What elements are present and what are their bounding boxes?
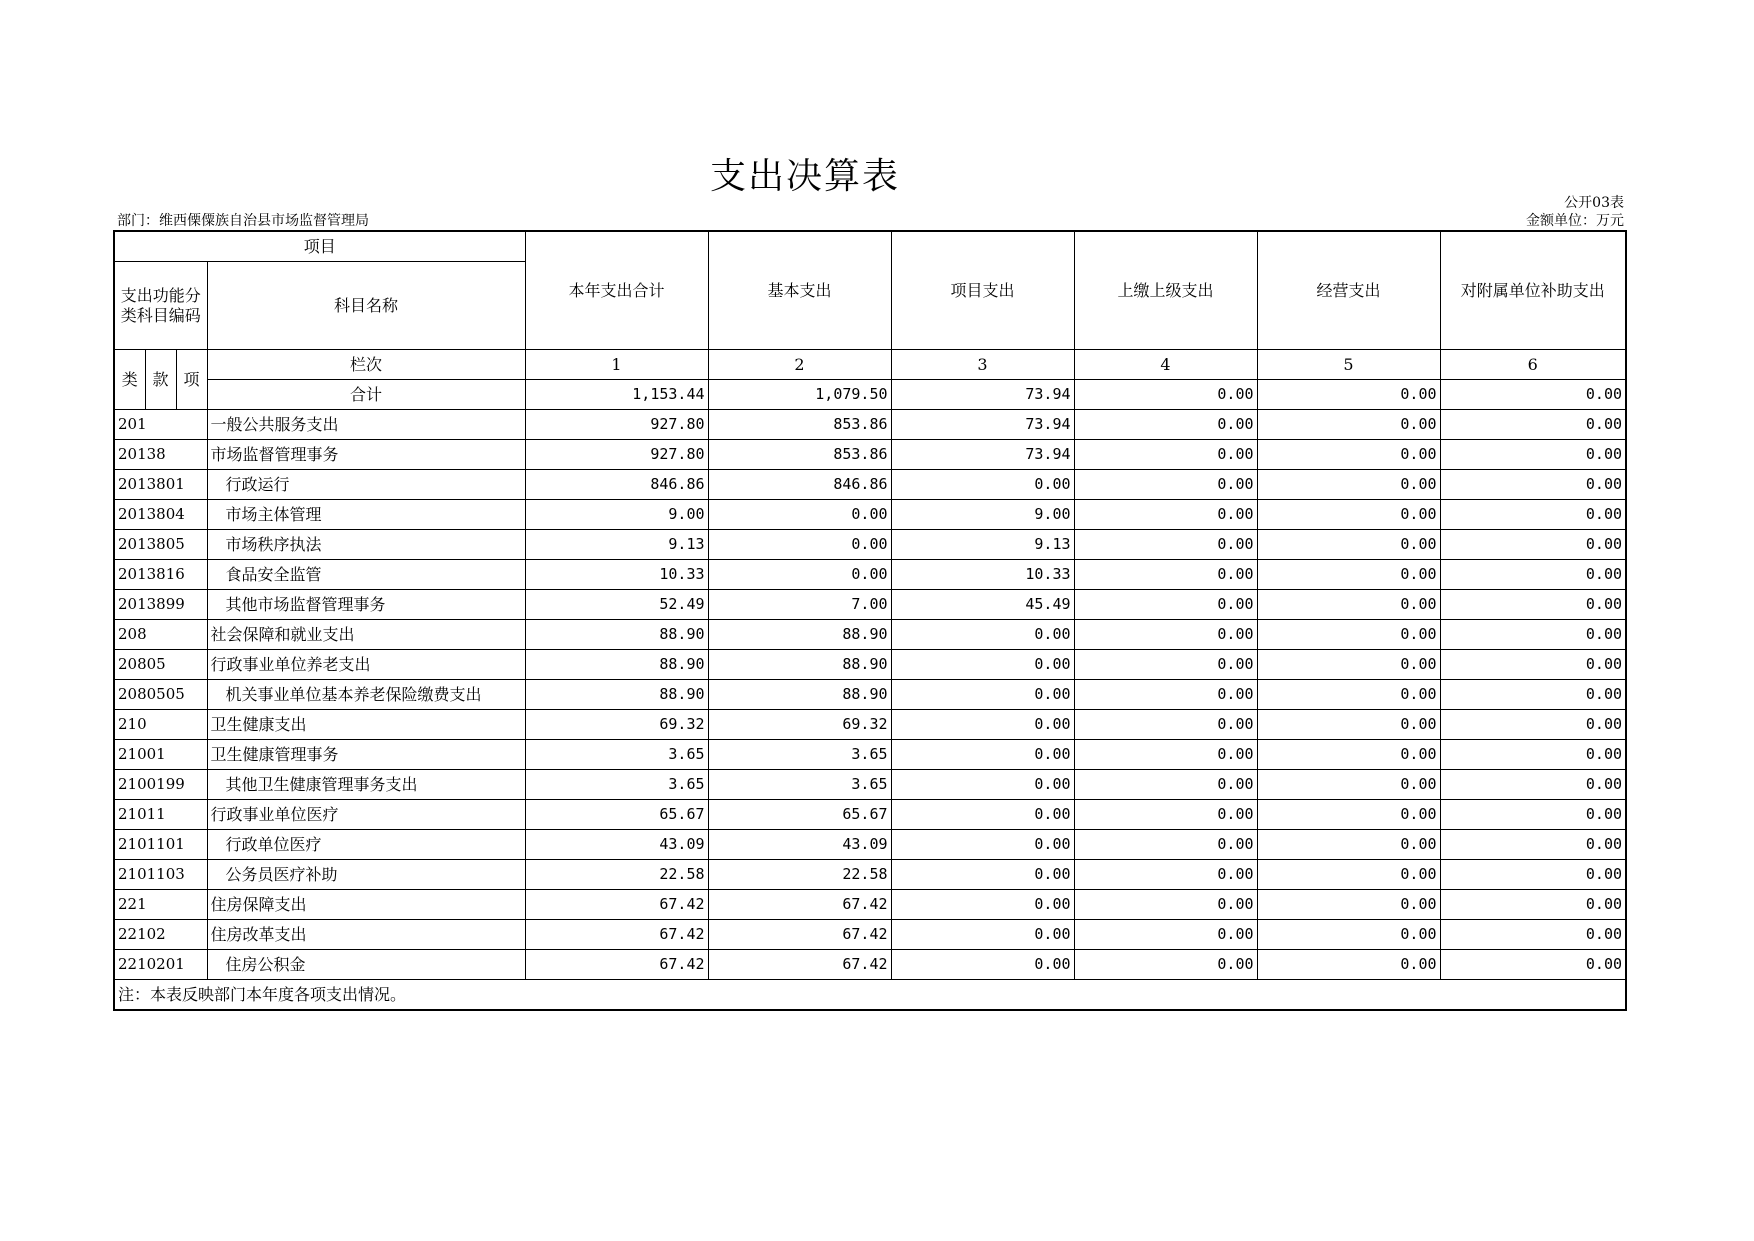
- row-name: 住房公积金: [207, 950, 525, 980]
- row-value-2: 88.90: [708, 650, 891, 680]
- row-value-1: 65.67: [525, 800, 708, 830]
- row-value-5: 0.00: [1257, 770, 1440, 800]
- row-value-5: 0.00: [1257, 710, 1440, 740]
- row-value-2: 853.86: [708, 410, 891, 440]
- table-row: [114, 890, 1626, 920]
- row-value-5: 0.00: [1257, 920, 1440, 950]
- row-code: 201: [114, 410, 207, 440]
- row-name: 市场主体管理: [207, 500, 525, 530]
- row-value-4: 0.00: [1074, 530, 1257, 560]
- table-row: [114, 620, 1626, 650]
- row-code: 221: [114, 890, 207, 920]
- total-value-3: 73.94: [891, 380, 1074, 410]
- total-value-4: 0.00: [1074, 380, 1257, 410]
- row-value-3: 0.00: [891, 890, 1074, 920]
- row-value-2: 67.42: [708, 950, 891, 980]
- header-col-1: 本年支出合计: [525, 231, 708, 350]
- row-value-5: 0.00: [1257, 620, 1440, 650]
- row-name: 市场监督管理事务: [207, 440, 525, 470]
- row-name: 行政事业单位医疗: [207, 800, 525, 830]
- row-value-5: 0.00: [1257, 410, 1440, 440]
- row-code: 2210201: [114, 950, 207, 980]
- row-value-6: 0.00: [1440, 740, 1626, 770]
- row-value-2: 67.42: [708, 920, 891, 950]
- row-value-2: 0.00: [708, 530, 891, 560]
- row-value-4: 0.00: [1074, 950, 1257, 980]
- row-name: 公务员医疗补助: [207, 860, 525, 890]
- row-value-4: 0.00: [1074, 740, 1257, 770]
- row-value-6: 0.00: [1440, 860, 1626, 890]
- header-name-label: 科目名称: [207, 262, 525, 350]
- row-value-5: 0.00: [1257, 560, 1440, 590]
- row-value-2: 7.00: [708, 590, 891, 620]
- row-value-5: 0.00: [1257, 500, 1440, 530]
- row-value-6: 0.00: [1440, 890, 1626, 920]
- row-value-6: 0.00: [1440, 830, 1626, 860]
- total-value-6: 0.00: [1440, 380, 1626, 410]
- lanci-5: 5: [1257, 350, 1440, 380]
- row-value-4: 0.00: [1074, 800, 1257, 830]
- row-value-2: 853.86: [708, 440, 891, 470]
- table-row: [114, 860, 1626, 890]
- row-code: 2101103: [114, 860, 207, 890]
- row-value-6: 0.00: [1440, 560, 1626, 590]
- unit-label: 金额单位：万元: [1526, 213, 1624, 229]
- row-value-1: 67.42: [525, 920, 708, 950]
- row-code: 2013801: [114, 470, 207, 500]
- row-value-2: 22.58: [708, 860, 891, 890]
- row-code: 2013805: [114, 530, 207, 560]
- row-value-4: 0.00: [1074, 920, 1257, 950]
- row-name: 其他市场监督管理事务: [207, 590, 525, 620]
- row-value-2: 0.00: [708, 500, 891, 530]
- row-value-3: 0.00: [891, 860, 1074, 890]
- row-value-6: 0.00: [1440, 590, 1626, 620]
- row-name: 卫生健康管理事务: [207, 740, 525, 770]
- row-value-3: 9.00: [891, 500, 1074, 530]
- row-name: 行政运行: [207, 470, 525, 500]
- row-value-3: 0.00: [891, 650, 1074, 680]
- table-row: [114, 680, 1626, 710]
- row-value-3: 0.00: [891, 800, 1074, 830]
- row-value-4: 0.00: [1074, 410, 1257, 440]
- table-row: [114, 800, 1626, 830]
- row-value-5: 0.00: [1257, 860, 1440, 890]
- row-value-5: 0.00: [1257, 800, 1440, 830]
- row-value-3: 0.00: [891, 680, 1074, 710]
- row-value-1: 43.09: [525, 830, 708, 860]
- header-project: 项目: [114, 231, 525, 262]
- row-value-3: 0.00: [891, 620, 1074, 650]
- row-code: 21011: [114, 800, 207, 830]
- row-value-4: 0.00: [1074, 890, 1257, 920]
- row-value-2: 43.09: [708, 830, 891, 860]
- row-value-5: 0.00: [1257, 740, 1440, 770]
- form-number: 公开03表: [1564, 195, 1624, 211]
- table-row: [114, 410, 1626, 440]
- row-value-3: 9.13: [891, 530, 1074, 560]
- lanci-1: 1: [525, 350, 708, 380]
- header-xiang: 项: [176, 350, 207, 410]
- row-value-1: 846.86: [525, 470, 708, 500]
- row-value-6: 0.00: [1440, 920, 1626, 950]
- row-value-1: 3.65: [525, 740, 708, 770]
- row-value-2: 88.90: [708, 680, 891, 710]
- row-value-4: 0.00: [1074, 440, 1257, 470]
- lanci-2: 2: [708, 350, 891, 380]
- row-value-2: 69.32: [708, 710, 891, 740]
- row-code: 2080505: [114, 680, 207, 710]
- row-name: 机关事业单位基本养老保险缴费支出: [207, 680, 525, 710]
- table-row: [114, 530, 1626, 560]
- lanci-4: 4: [1074, 350, 1257, 380]
- row-value-2: 67.42: [708, 890, 891, 920]
- table-row: [114, 650, 1626, 680]
- row-name: 住房保障支出: [207, 890, 525, 920]
- row-value-3: 0.00: [891, 470, 1074, 500]
- row-name: 一般公共服务支出: [207, 410, 525, 440]
- row-value-6: 0.00: [1440, 470, 1626, 500]
- row-value-3: 73.94: [891, 410, 1074, 440]
- row-value-6: 0.00: [1440, 410, 1626, 440]
- header-kuan: 款: [145, 350, 176, 410]
- table-row: [114, 740, 1626, 770]
- row-value-3: 0.00: [891, 770, 1074, 800]
- row-value-3: 0.00: [891, 710, 1074, 740]
- page-title: 支出决算表: [709, 156, 900, 197]
- row-name: 卫生健康支出: [207, 710, 525, 740]
- row-value-4: 0.00: [1074, 770, 1257, 800]
- row-value-4: 0.00: [1074, 470, 1257, 500]
- row-value-6: 0.00: [1440, 530, 1626, 560]
- row-value-5: 0.00: [1257, 470, 1440, 500]
- row-value-6: 0.00: [1440, 950, 1626, 980]
- row-value-3: 0.00: [891, 830, 1074, 860]
- row-value-1: 52.49: [525, 590, 708, 620]
- row-value-1: 67.42: [525, 890, 708, 920]
- row-value-5: 0.00: [1257, 680, 1440, 710]
- row-value-4: 0.00: [1074, 830, 1257, 860]
- row-name: 食品安全监管: [207, 560, 525, 590]
- row-value-6: 0.00: [1440, 770, 1626, 800]
- table-row: [114, 470, 1626, 500]
- row-value-1: 927.80: [525, 440, 708, 470]
- row-value-2: 0.00: [708, 560, 891, 590]
- row-value-6: 0.00: [1440, 650, 1626, 680]
- header-col-5: 经营支出: [1257, 231, 1440, 350]
- row-value-2: 88.90: [708, 620, 891, 650]
- row-name: 其他卫生健康管理事务支出: [207, 770, 525, 800]
- total-value-5: 0.00: [1257, 380, 1440, 410]
- row-value-6: 0.00: [1440, 500, 1626, 530]
- row-name: 社会保障和就业支出: [207, 620, 525, 650]
- row-value-4: 0.00: [1074, 560, 1257, 590]
- row-value-6: 0.00: [1440, 440, 1626, 470]
- row-value-3: 10.33: [891, 560, 1074, 590]
- row-value-1: 67.42: [525, 950, 708, 980]
- row-value-1: 88.90: [525, 650, 708, 680]
- row-value-2: 846.86: [708, 470, 891, 500]
- row-value-5: 0.00: [1257, 440, 1440, 470]
- row-value-3: 45.49: [891, 590, 1074, 620]
- row-value-1: 9.00: [525, 500, 708, 530]
- lanci-label: 栏次: [207, 350, 525, 380]
- row-value-3: 0.00: [891, 950, 1074, 980]
- table-row: [114, 830, 1626, 860]
- row-value-2: 3.65: [708, 740, 891, 770]
- row-value-3: 0.00: [891, 920, 1074, 950]
- row-name: 行政单位医疗: [207, 830, 525, 860]
- row-name: 住房改革支出: [207, 920, 525, 950]
- row-value-5: 0.00: [1257, 890, 1440, 920]
- row-code: 2013899: [114, 590, 207, 620]
- row-code: 2013804: [114, 500, 207, 530]
- row-code: 2100199: [114, 770, 207, 800]
- row-value-4: 0.00: [1074, 500, 1257, 530]
- row-value-5: 0.00: [1257, 830, 1440, 860]
- header-col-2: 基本支出: [708, 231, 891, 350]
- table-row: [114, 950, 1626, 980]
- row-value-4: 0.00: [1074, 620, 1257, 650]
- row-value-4: 0.00: [1074, 680, 1257, 710]
- row-value-6: 0.00: [1440, 620, 1626, 650]
- row-value-1: 88.90: [525, 620, 708, 650]
- header-code-label: 支出功能分类科目编码: [114, 262, 207, 350]
- row-code: 21001: [114, 740, 207, 770]
- row-value-1: 22.58: [525, 860, 708, 890]
- row-value-3: 73.94: [891, 440, 1074, 470]
- lanci-6: 6: [1440, 350, 1626, 380]
- row-value-1: 3.65: [525, 770, 708, 800]
- header-col-3: 项目支出: [891, 231, 1074, 350]
- row-value-5: 0.00: [1257, 950, 1440, 980]
- total-label: 合计: [207, 380, 525, 410]
- row-code: 208: [114, 620, 207, 650]
- row-value-5: 0.00: [1257, 650, 1440, 680]
- row-value-6: 0.00: [1440, 710, 1626, 740]
- row-value-6: 0.00: [1440, 680, 1626, 710]
- row-value-2: 3.65: [708, 770, 891, 800]
- row-name: 行政事业单位养老支出: [207, 650, 525, 680]
- row-value-4: 0.00: [1074, 710, 1257, 740]
- table-row: [114, 560, 1626, 590]
- expenditure-table: [113, 230, 1627, 1011]
- row-value-6: 0.00: [1440, 800, 1626, 830]
- row-code: 2013816: [114, 560, 207, 590]
- row-code: 2101101: [114, 830, 207, 860]
- row-value-1: 9.13: [525, 530, 708, 560]
- table-note: 注：本表反映部门本年度各项支出情况。: [114, 980, 1626, 1011]
- table-row: [114, 440, 1626, 470]
- row-value-1: 88.90: [525, 680, 708, 710]
- row-value-1: 927.80: [525, 410, 708, 440]
- row-value-5: 0.00: [1257, 530, 1440, 560]
- table-row: [114, 710, 1626, 740]
- row-name: 市场秩序执法: [207, 530, 525, 560]
- row-value-2: 65.67: [708, 800, 891, 830]
- header-col-6: 对附属单位补助支出: [1440, 231, 1626, 350]
- row-value-4: 0.00: [1074, 650, 1257, 680]
- row-code: 20138: [114, 440, 207, 470]
- table-row: [114, 590, 1626, 620]
- lanci-3: 3: [891, 350, 1074, 380]
- row-value-5: 0.00: [1257, 590, 1440, 620]
- row-value-1: 69.32: [525, 710, 708, 740]
- table-row: [114, 770, 1626, 800]
- row-value-4: 0.00: [1074, 860, 1257, 890]
- row-code: 210: [114, 710, 207, 740]
- total-value-1: 1,153.44: [525, 380, 708, 410]
- header-lei: 类: [114, 350, 145, 410]
- row-value-4: 0.00: [1074, 590, 1257, 620]
- table-row: [114, 920, 1626, 950]
- row-value-3: 0.00: [891, 740, 1074, 770]
- total-value-2: 1,079.50: [708, 380, 891, 410]
- table-row: [114, 500, 1626, 530]
- note-row: [114, 980, 1626, 1011]
- row-value-1: 10.33: [525, 560, 708, 590]
- row-code: 22102: [114, 920, 207, 950]
- header-col-4: 上缴上级支出: [1074, 231, 1257, 350]
- row-code: 20805: [114, 650, 207, 680]
- department-label: 部门：维西傈僳族自治县市场监督管理局: [117, 213, 369, 229]
